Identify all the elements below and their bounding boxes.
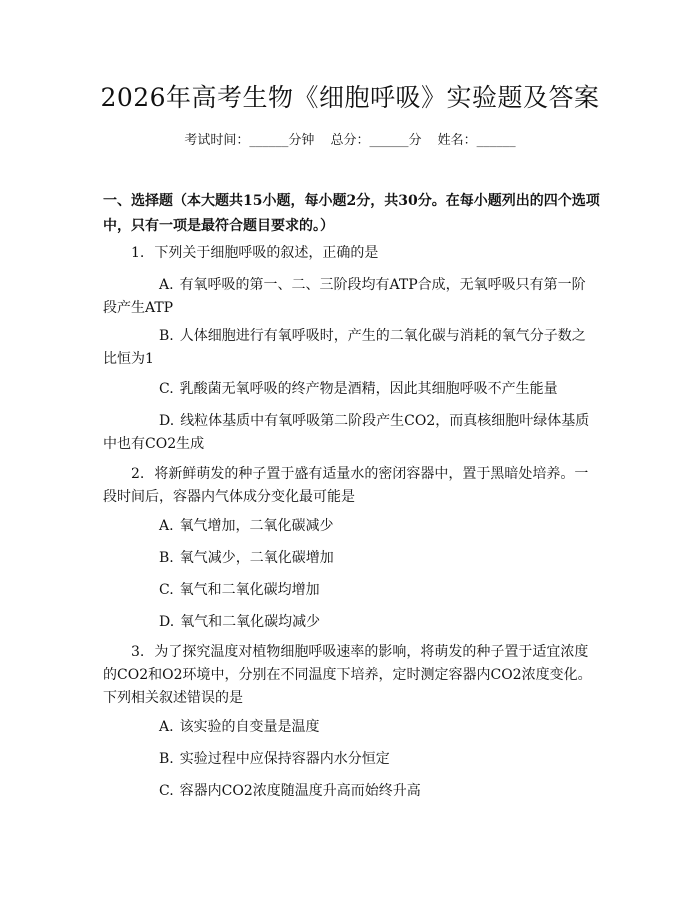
question-text: 为了探究温度对植物细胞呼吸速率的影响，将萌发的种子置于适宜浓度的CO2和O2环境中，分别在不同温度下培养，定时测定容器内CO2浓度变化。下列相关叙述错误的是 (103, 644, 592, 706)
student-name-field: 姓名：______ (437, 133, 516, 148)
option-letter: B. (159, 550, 174, 566)
question-2-option-d (103, 611, 599, 634)
exam-info-line (0, 131, 700, 151)
option-letter: C. (159, 582, 174, 598)
option-letter: C. (159, 381, 174, 397)
option-text: 线粒体基质中有氧呼吸第二阶段产生CO2，而真核细胞叶绿体基质中也有CO2生成 (103, 413, 590, 452)
option-text: 人体细胞进行有氧呼吸时，产生的二氧化碳与消耗的氧气分子数之比恒为1 (103, 328, 586, 367)
option-letter: B. (159, 328, 174, 344)
option-letter: D. (159, 614, 175, 630)
option-text: 氧气增加，二氧化碳减少 (179, 518, 334, 534)
option-text: 有氧呼吸的第一、二、三阶段均有ATP合成，无氧呼吸只有第一阶段产生ATP (103, 277, 586, 316)
option-letter: A. (159, 719, 174, 735)
option-text: 该实验的自变量是温度 (179, 719, 320, 735)
question-1-option-a (103, 274, 599, 320)
option-text: 实验过程中应保持容器内水分恒定 (179, 751, 390, 767)
question-text: 下列关于细胞呼吸的叙述，正确的是 (154, 245, 379, 261)
question-number: 1. (131, 245, 145, 261)
option-letter: A. (159, 277, 174, 293)
question-2-option-c (103, 579, 599, 602)
option-text: 氧气减少，二氧化碳增加 (179, 550, 334, 566)
question-3-option-b (103, 748, 599, 771)
page-title: 2026年高考生物《细胞呼吸》实验题及答案 (100, 83, 600, 112)
question-2-stem (103, 463, 599, 509)
question-text: 将新鲜萌发的种子置于盛有适量水的密闭容器中，置于黑暗处培养。一段时间后，容器内气体成分变化最可能是 (103, 466, 589, 505)
question-1-option-c (103, 378, 599, 401)
option-text: 容器内CO2浓度随温度升高而始终升高 (179, 783, 421, 799)
question-1-stem (103, 242, 599, 265)
option-text: 乳酸菌无氧呼吸的终产物是酒精，因此其细胞呼吸不产生能量 (179, 381, 558, 397)
question-3-stem (103, 641, 599, 710)
question-number: 2. (131, 466, 145, 482)
question-1-option-d (103, 410, 599, 456)
option-letter: A. (159, 518, 174, 534)
question-3-option-c (103, 780, 599, 803)
option-text: 氧气和二氧化碳均增加 (179, 582, 320, 598)
question-number: 3. (131, 644, 145, 660)
question-1-option-b (103, 325, 599, 371)
option-letter: B. (159, 751, 174, 767)
question-2-option-a (103, 515, 599, 538)
option-text: 氧气和二氧化碳均减少 (180, 614, 321, 630)
question-2-option-b (103, 547, 599, 570)
exam-time-field: 考试时间：______分钟 (184, 133, 315, 148)
total-score-field: 总分：______分 (330, 133, 422, 148)
section-heading: 一、选择题（本大题共15小题，每小题2分，共30分。在每小题列出的四个选项中，只有一项是最符合题目要求的。） (103, 193, 600, 234)
question-3-option-a (103, 716, 599, 739)
option-letter: C. (159, 783, 174, 799)
option-letter: D. (159, 413, 175, 429)
